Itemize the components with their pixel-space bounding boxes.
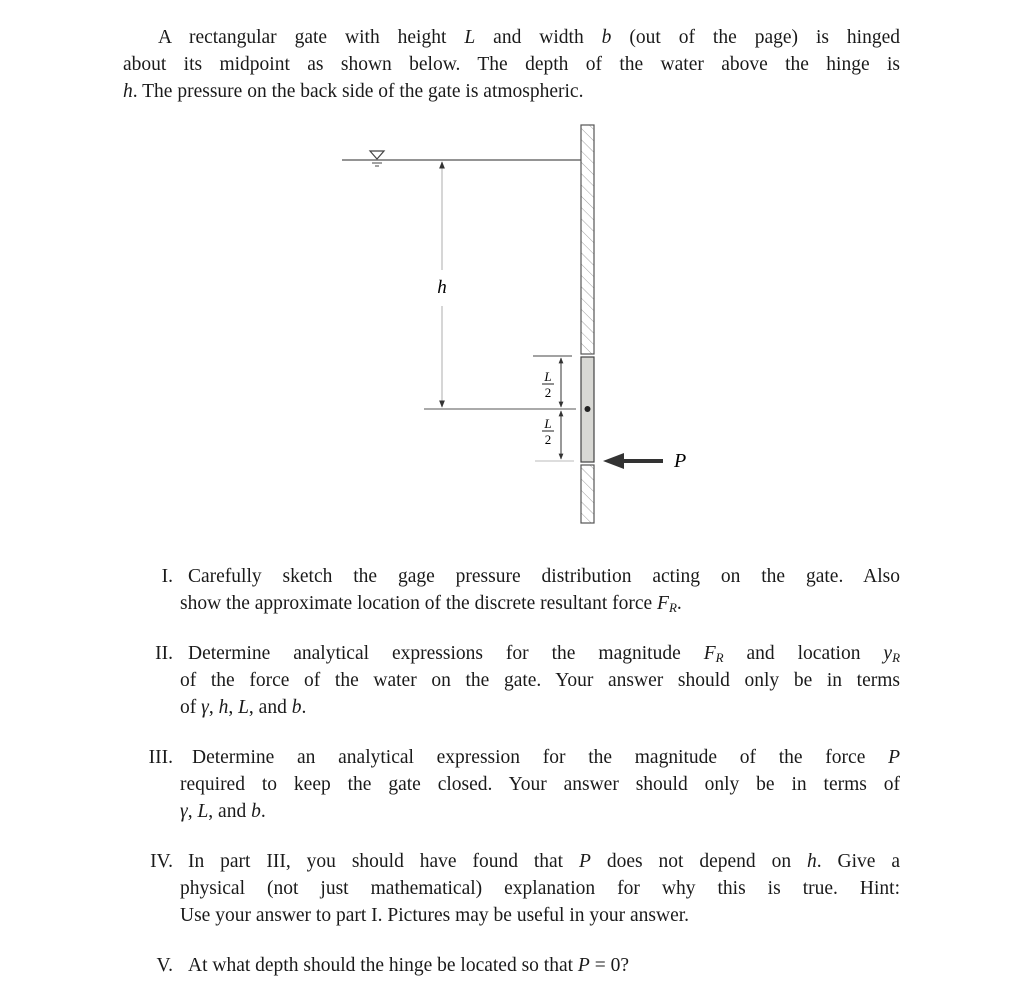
text-segment: Determine an analytical expression for the magnitude of the force bbox=[192, 747, 889, 768]
text-segment: . Give a bbox=[816, 851, 901, 872]
math-subscript: R bbox=[715, 650, 724, 665]
math-subscript: R bbox=[892, 650, 901, 665]
force-label: P bbox=[674, 450, 687, 472]
math-symbol: L bbox=[197, 801, 209, 822]
question-line bbox=[180, 904, 900, 928]
question-line bbox=[188, 565, 900, 589]
math-symbol: h bbox=[807, 851, 817, 872]
math-symbol: b bbox=[601, 27, 612, 48]
text-segment: and width bbox=[475, 27, 602, 48]
text-segment: At what depth should the hinge be located so that bbox=[188, 955, 578, 976]
math-symbol: y bbox=[883, 643, 893, 664]
text-segment: about its midpoint as shown below. The depth of the water above the hinge is bbox=[123, 54, 900, 75]
question-line bbox=[188, 642, 900, 670]
question-line bbox=[188, 954, 900, 978]
math-variable bbox=[883, 643, 900, 664]
depth-label: h bbox=[437, 277, 447, 298]
question-numeral: II. bbox=[155, 643, 173, 664]
text-segment: , bbox=[228, 697, 239, 718]
text-segment: . bbox=[260, 801, 266, 822]
math-variable bbox=[292, 697, 302, 718]
question-line bbox=[180, 877, 900, 901]
text-segment: Carefully sketch the gage pressure distribution acting on the gate. Also bbox=[188, 566, 900, 587]
math-variable bbox=[251, 801, 261, 822]
question-line bbox=[180, 800, 900, 824]
text-segment: . bbox=[301, 697, 307, 718]
text-segment: Determine analytical expressions for the magnitude bbox=[188, 643, 704, 664]
text-segment: , and bbox=[208, 801, 252, 822]
hinge bbox=[585, 406, 591, 412]
text-segment: required to keep the gate closed. Your answer should only be in terms of bbox=[180, 774, 900, 795]
math-symbol: L bbox=[464, 27, 476, 48]
math-variable bbox=[807, 851, 817, 872]
text-segment: Use your answer to part I. Pictures may be useful in your answer. bbox=[180, 905, 690, 926]
math-symbol: L bbox=[238, 697, 249, 718]
math-variable bbox=[201, 697, 209, 718]
question-numeral: IV. bbox=[150, 851, 173, 872]
math-symbol: P bbox=[577, 955, 590, 976]
math-variable bbox=[197, 801, 208, 822]
math-symbol: h bbox=[123, 81, 133, 102]
math-variable bbox=[657, 593, 677, 614]
text-segment: . bbox=[676, 593, 682, 614]
math-symbol: γ bbox=[180, 801, 188, 822]
question-line bbox=[192, 746, 900, 770]
math-symbol: γ bbox=[201, 697, 209, 718]
question-line bbox=[188, 850, 900, 874]
math-symbol: F bbox=[657, 593, 669, 614]
text-segment: A rectangular gate with height bbox=[158, 27, 465, 48]
text-segment: of bbox=[180, 697, 202, 718]
question-numeral: V. bbox=[156, 955, 173, 976]
water-surface-symbol-icon bbox=[370, 151, 384, 166]
math-subscript: R bbox=[668, 600, 677, 615]
text-segment: of the force of the water on the gate. Your answer should only be in terms bbox=[180, 670, 900, 691]
fraction-denominator: 2 bbox=[544, 432, 552, 447]
question-line bbox=[180, 592, 900, 620]
math-variable bbox=[219, 697, 229, 718]
text-segment: , bbox=[187, 801, 198, 822]
lower-half-label bbox=[542, 416, 554, 447]
math-symbol: b bbox=[251, 801, 261, 822]
math-symbol: b bbox=[291, 697, 302, 718]
fraction-numerator: L bbox=[544, 369, 552, 384]
text-segment: , and bbox=[248, 697, 292, 718]
text-segment: and location bbox=[723, 643, 884, 664]
math-variable bbox=[579, 851, 591, 872]
text-segment: . The pressure on the back side of the gate is atmospheric. bbox=[132, 81, 584, 102]
text-segment: , bbox=[208, 697, 219, 718]
text-segment: show the approximate location of the discrete resultant force bbox=[180, 593, 658, 614]
math-symbol: P bbox=[579, 851, 591, 872]
math-variable bbox=[578, 955, 590, 976]
upper-wall bbox=[581, 125, 594, 354]
upper-half-label bbox=[542, 369, 554, 400]
question-numeral: III. bbox=[148, 747, 173, 768]
fraction-denominator: 2 bbox=[544, 385, 552, 400]
question-numeral: I. bbox=[161, 566, 173, 587]
question-line bbox=[180, 773, 900, 797]
question-line bbox=[180, 696, 900, 720]
text-segment: does not depend on bbox=[590, 851, 807, 872]
math-symbol: F bbox=[703, 643, 716, 664]
math-variable bbox=[180, 801, 188, 822]
lower-wall bbox=[581, 465, 594, 523]
text-segment: physical (not just mathematical) explanation for why this is true. Hint: bbox=[180, 878, 900, 899]
text-segment: = 0? bbox=[589, 955, 629, 976]
fraction-numerator: L bbox=[544, 416, 552, 431]
math-symbol: P bbox=[888, 747, 900, 768]
force-arrow bbox=[603, 453, 663, 469]
math-symbol: h bbox=[218, 697, 229, 718]
text-segment: In part III, you should have found that bbox=[188, 851, 580, 872]
math-variable bbox=[238, 697, 249, 718]
text-segment: (out of the page) is hinged bbox=[611, 27, 900, 48]
math-variable bbox=[888, 747, 900, 768]
math-variable bbox=[704, 643, 724, 664]
question-line bbox=[180, 669, 900, 693]
